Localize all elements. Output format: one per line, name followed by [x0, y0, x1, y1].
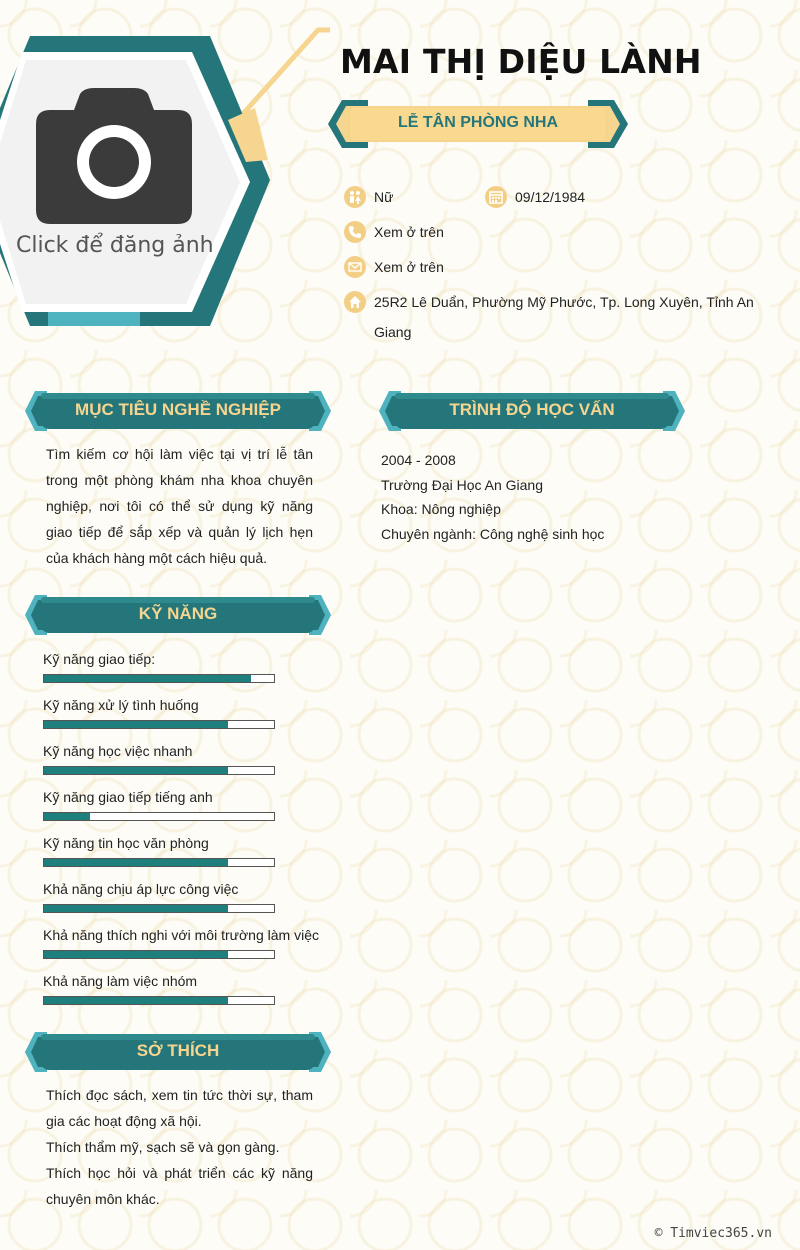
skill-bar-fill [44, 813, 90, 820]
upload-photo-link[interactable]: Click để đăng ảnh [16, 233, 214, 258]
contact-gender [344, 186, 585, 212]
skill-bar [43, 766, 275, 775]
education-title: TRÌNH ĐỘ HỌC VẤN [449, 400, 615, 419]
skill-bar [43, 858, 275, 867]
education-heading [379, 389, 685, 433]
skill-bar [43, 720, 275, 729]
objective-heading [25, 389, 331, 433]
hobby-item: Thích học hỏi và phát triển các kỹ năng chuyên môn khác. [46, 1165, 313, 1207]
skill-name: Khả năng chịu áp lực công việc [43, 881, 239, 897]
objective-title: MỤC TIÊU NGHỀ NGHIỆP [75, 400, 281, 419]
gender-icon [344, 186, 366, 208]
address-line-1: 25R2 Lê Duẩn, Phường Mỹ Phước, Tp. Long Xuyên, Tỉnh An [374, 294, 754, 310]
education-entry [381, 448, 604, 546]
education-faculty: Khoa: Nông nghiệp [381, 501, 501, 517]
skill-row [43, 880, 275, 913]
skill-name: Kỹ năng giao tiếp: [43, 651, 156, 667]
objective-text: Tìm kiếm cơ hội làm việc tại vị trí lễ tân trong một phòng khám nha khoa chuyên nghiệp, nơi tôi có thể sử dụng kỹ năng giao tiếp để sắp xếp và quản lý lịch hẹn của khách hàng một cách hiệu quả. [46, 446, 313, 566]
hobbies-text [46, 1082, 313, 1212]
skill-name: Khả năng làm việc nhóm [43, 973, 198, 989]
skill-bar-fill [44, 675, 251, 682]
skill-name: Kỹ năng học việc nhanh [43, 743, 193, 759]
camera-icon[interactable] [36, 88, 192, 224]
skill-bar [43, 996, 275, 1005]
address-line-2: Giang [374, 324, 412, 340]
skill-bar-fill [44, 905, 228, 912]
skill-bar [43, 904, 275, 913]
skill-bar-fill [44, 951, 228, 958]
skill-row [43, 926, 319, 959]
footer-copyright: © Timviec365.vn [654, 1226, 772, 1241]
position-title: LỄ TÂN PHÒNG NHA [398, 114, 558, 131]
avatar-frame [0, 0, 330, 340]
skill-row [43, 696, 275, 729]
home-icon [344, 291, 366, 313]
skill-row [43, 972, 275, 1005]
skill-bar [43, 812, 275, 821]
hobby-item: Thích đọc sách, xem tin tức thời sự, tham gia các hoạt động xã hội. [46, 1087, 313, 1129]
skill-row [43, 788, 275, 821]
skill-name: Khả năng thích nghi với môi trường làm việc [43, 927, 319, 943]
skill-name: Kỹ năng giao tiếp tiếng anh [43, 789, 213, 805]
phone-icon [344, 221, 366, 243]
education-major: Chuyên ngành: Công nghệ sinh học [381, 525, 605, 542]
skill-row [43, 834, 275, 867]
phone-value: Xem ở trên [374, 224, 444, 240]
skill-bar-fill [44, 859, 228, 866]
contact-address [344, 291, 754, 347]
hobbies-title: SỞ THÍCH [136, 1041, 220, 1060]
skill-name: Kỹ năng tin học văn phòng [43, 835, 209, 851]
candidate-name: MAI THỊ DIỆU LÀNH [340, 42, 702, 81]
skill-row [43, 742, 275, 775]
contact-email [344, 256, 444, 282]
skill-name: Kỹ năng xử lý tình huống [43, 697, 199, 713]
skills-heading [25, 593, 331, 637]
email-value: Xem ở trên [374, 259, 444, 275]
contact-phone [344, 221, 444, 247]
hobbies-heading [25, 1030, 331, 1074]
birthday-value: 09/12/1984 [515, 189, 586, 205]
skills-title: KỸ NĂNG [138, 604, 218, 623]
skill-bar [43, 950, 275, 959]
education-school: Trường Đại Học An Giang [381, 476, 543, 493]
education-years: 2004 - 2008 [381, 452, 456, 468]
email-icon [344, 256, 366, 278]
gender-value: Nữ [374, 189, 394, 205]
skill-row [43, 650, 275, 683]
skill-bar-fill [44, 767, 228, 774]
skill-bar [43, 674, 275, 683]
hobby-item: Thích thẩm mỹ, sạch sẽ và gọn gàng. [46, 1139, 280, 1155]
position-banner [328, 96, 628, 154]
calendar-icon [485, 186, 507, 208]
skill-bar-fill [44, 997, 228, 1004]
skill-bar-fill [44, 721, 228, 728]
